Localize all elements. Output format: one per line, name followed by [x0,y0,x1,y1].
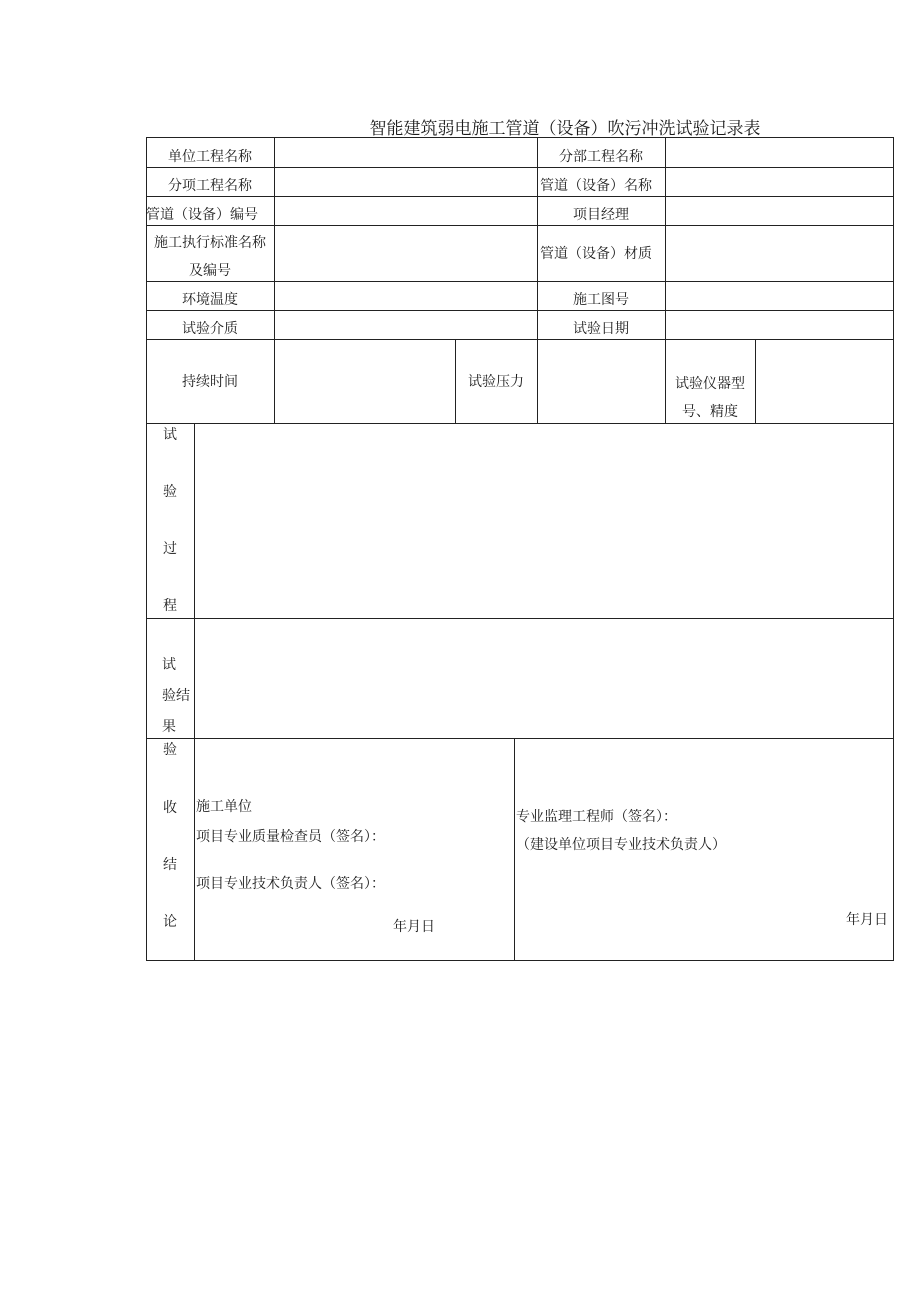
process-char: 试 [163,427,177,443]
rule [755,339,756,423]
rule [146,618,894,619]
item-project-label: 分项工程名称 [168,178,252,194]
rule [893,137,894,961]
test-pressure-label: 试验压力 [468,374,524,390]
duration-label: 持续时间 [182,374,238,390]
unit-project-label: 单位工程名称 [168,149,252,165]
owner-tech-leader: （建设单位项目专业技术负责人） [516,837,726,853]
rule [146,339,894,340]
rule [146,960,894,961]
division-project-label: 分部工程名称 [559,149,643,165]
instrument-label-line2: 号、精度 [682,404,738,420]
project-manager-label: 项目经理 [573,207,629,223]
pipe-material-label: 管道（设备）材质 [540,246,652,262]
acceptance-char: 论 [163,914,177,930]
test-medium-label: 试验介质 [182,321,238,337]
standard-label-line1: 施工执行标准名称 [154,235,266,251]
pipe-number-label: 管道（设备）编号 [146,207,258,223]
supervisor-signature: 专业监理工程师（签名）： [516,809,677,825]
construction-unit-label: 施工单位 [196,799,252,815]
process-char: 过 [163,541,177,557]
acceptance-char: 结 [163,857,177,873]
rule [146,423,894,424]
ambient-temp-label: 环境温度 [182,292,238,308]
rule [274,137,275,423]
rule [146,196,894,197]
rule [537,137,538,423]
quality-inspector-signature: 项目专业质量检查员（签名）： [196,829,385,845]
rule [146,738,894,739]
rule [146,167,894,168]
result-label-line1: 试 [162,657,176,673]
process-char: 程 [163,598,177,614]
rule [146,225,894,226]
rule [146,137,894,138]
result-label-line3: 果 [162,719,176,735]
record-form [146,137,894,961]
standard-label-line2: 及编号 [189,263,231,279]
result-label-line2: 验结 [162,688,190,704]
rule [194,423,195,961]
form-title: 智能建筑弱电施工管道（设备）吹污冲洗试验记录表 [369,119,761,139]
right-date: 年月日 [846,912,888,928]
drawing-no-label: 施工图号 [573,292,629,308]
tech-leader-signature: 项目专业技术负责人（签名）： [196,876,385,892]
rule [146,310,894,311]
acceptance-char: 收 [163,800,177,816]
left-date: 年月日 [393,919,435,935]
pipe-name-label: 管道（设备）名称 [540,178,652,194]
acceptance-char: 验 [163,742,177,758]
instrument-label-line1: 试验仪器型 [675,376,745,392]
process-char: 验 [163,484,177,500]
rule [514,738,515,961]
test-date-label: 试验日期 [573,321,629,337]
rule [146,281,894,282]
